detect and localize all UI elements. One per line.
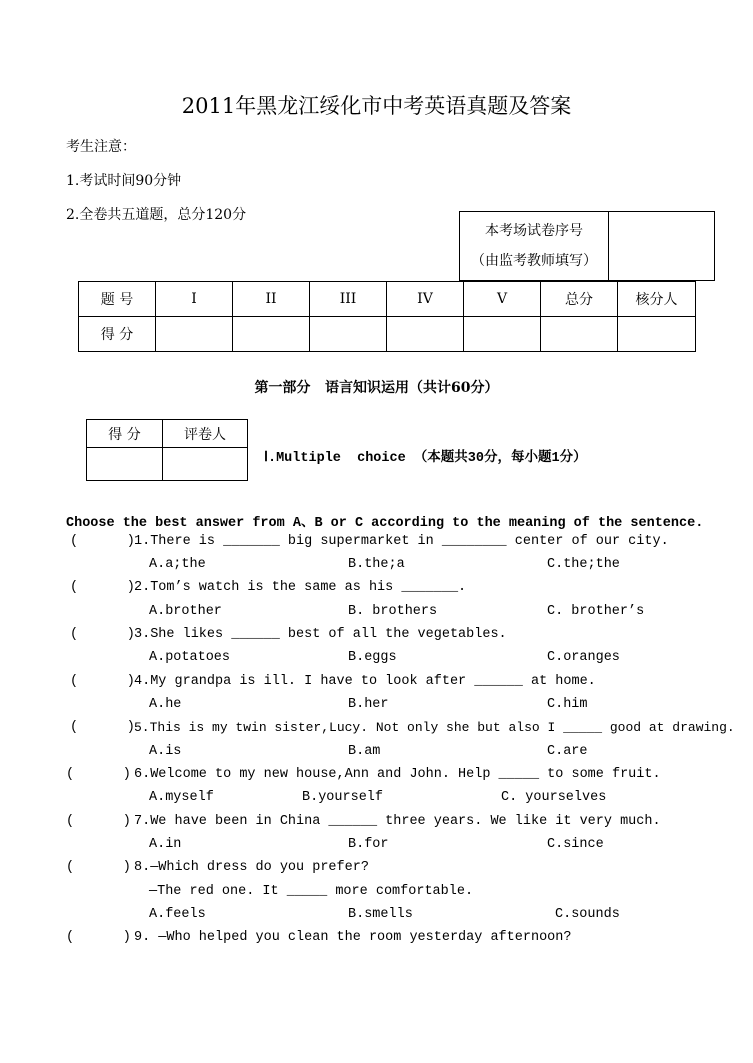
score-cell[interactable]	[541, 317, 618, 352]
score-cell[interactable]	[156, 317, 233, 352]
option-b: B.her	[348, 697, 389, 712]
option-c: C. brother’s	[547, 604, 645, 619]
question-stem: 5.This is my twin sister,Lucy. Not only she but also I _____ good at drawing.	[134, 720, 735, 735]
score-cell[interactable]	[618, 317, 696, 352]
score-table	[78, 281, 696, 352]
option-a: A.feels	[149, 907, 206, 922]
notes-heading: 考生注意：	[66, 139, 136, 155]
answer-bracket[interactable]: ( )	[66, 860, 131, 875]
question-stem: 7.We have been in China ______ three years. We like it very much.	[134, 814, 661, 829]
answer-bracket[interactable]: ( )	[66, 930, 131, 945]
notes-item-1: 1.考试时间90分钟	[66, 173, 182, 189]
score-table-header: 题 号	[79, 282, 156, 317]
answer-bracket[interactable]: ( )	[70, 674, 135, 689]
question-stem: 1.There is _______ big supermarket in ________ center of our city.	[134, 534, 669, 549]
option-c: C.him	[547, 697, 588, 712]
option-c: C.oranges	[547, 650, 620, 665]
option-a: A.a;the	[149, 557, 206, 572]
option-a: A.brother	[149, 604, 222, 619]
grader-label: 评卷人	[163, 420, 248, 448]
option-b: B.am	[348, 744, 381, 759]
option-b: B.yourself	[302, 790, 384, 805]
question-stem: 9. —Who helped you clean the room yesterday afternoon?	[134, 930, 572, 945]
grader-name-cell[interactable]	[163, 448, 248, 481]
score-table-header: IV	[387, 282, 464, 317]
question-stem: 4.My grandpa is ill. I have to look after ______ at home.	[134, 674, 596, 689]
question-stem: 6.Welcome to my new house,Ann and John. Help _____ to some fruit.	[134, 767, 661, 782]
seat-number-box	[459, 211, 715, 281]
option-a: A.myself	[149, 790, 214, 805]
seat-box-line2: （由监考教师填写）	[471, 253, 597, 269]
answer-bracket[interactable]: ( )	[66, 767, 131, 782]
notes-item-2: 2.全卷共五道题，总分120分	[66, 207, 247, 223]
option-c: C.since	[547, 837, 604, 852]
answer-bracket[interactable]: ( )	[66, 814, 131, 829]
section1-title: Ⅰ.Multiple choice （本题共30分，每小题1分）	[264, 451, 587, 466]
score-table-header: V	[464, 282, 541, 317]
option-c: C.sounds	[555, 907, 620, 922]
score-cell[interactable]	[310, 317, 387, 352]
answer-bracket[interactable]: ( )	[70, 534, 135, 549]
answer-bracket[interactable]: ( )	[70, 580, 135, 595]
score-table-header: II	[233, 282, 310, 317]
question-stem: 2.Tom’s watch is the same as his _______.	[134, 580, 467, 595]
instruction: Choose the best answer from A、B or C according to the meaning of the sentence.	[66, 516, 704, 531]
grader-score-label: 得 分	[87, 420, 163, 448]
score-table-header: I	[156, 282, 233, 317]
seat-box-line1: 本考场试卷序号	[485, 223, 583, 239]
option-c: C.are	[547, 744, 588, 759]
score-table-header: III	[310, 282, 387, 317]
grader-box	[86, 419, 248, 481]
score-table-header: 核分人	[618, 282, 696, 317]
option-b: B. brothers	[348, 604, 438, 619]
score-table-header: 总分	[541, 282, 618, 317]
question-stem: 3.She likes ______ best of all the vegetables.	[134, 627, 507, 642]
grader-score-cell[interactable]	[87, 448, 163, 481]
score-cell[interactable]	[233, 317, 310, 352]
option-a: A.he	[149, 697, 182, 712]
option-c: C.the;the	[547, 557, 620, 572]
part1-heading: 第一部分 语言知识运用（共计60分）	[254, 380, 499, 396]
option-b: B.smells	[348, 907, 413, 922]
question-stem: 8.—Which dress do you prefer?	[134, 860, 369, 875]
score-cell[interactable]	[464, 317, 541, 352]
answer-bracket[interactable]: ( )	[70, 720, 135, 735]
score-row-label: 得 分	[79, 317, 156, 352]
option-a: A.potatoes	[149, 650, 231, 665]
option-b: B.for	[348, 837, 389, 852]
option-b: B.eggs	[348, 650, 397, 665]
seat-number-field[interactable]	[609, 212, 715, 281]
option-b: B.the;a	[348, 557, 405, 572]
page-title: 2011年黑龙江绥化市中考英语真题及答案	[181, 94, 572, 118]
answer-bracket[interactable]: ( )	[70, 627, 135, 642]
score-cell[interactable]	[387, 317, 464, 352]
option-a: A.is	[149, 744, 182, 759]
question-stem-line2: —The red one. It _____ more comfortable.	[149, 884, 474, 899]
option-a: A.in	[149, 837, 182, 852]
option-c: C. yourselves	[501, 790, 607, 805]
